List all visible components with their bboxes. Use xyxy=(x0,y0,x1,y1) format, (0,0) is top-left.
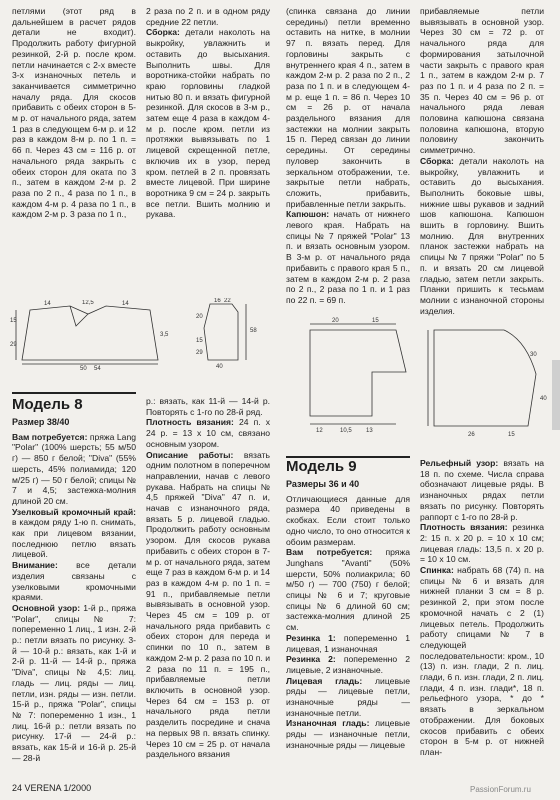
col3-kap-label: Капюшон: xyxy=(286,209,330,220)
d1-bottom-1: 54 xyxy=(94,366,101,370)
d4-side-0: 30 xyxy=(530,352,537,358)
model8-need-label: Вам потребуется: xyxy=(12,431,88,442)
model9-size: Размеры 36 и 40 xyxy=(286,479,360,489)
page-footer xyxy=(12,783,91,793)
model9-column-2 xyxy=(420,458,544,758)
model9-r1-label: Резинка 1: xyxy=(286,632,336,643)
pattern-diagram-body xyxy=(10,300,185,370)
model9-purl-label: Изнаночная гладь: xyxy=(286,718,370,729)
column-2-top xyxy=(146,6,270,220)
model8-edge: в каждом ряду 1-ю п. снимать, как при лицевом вязании, последнюю петлю вязать лицевой. xyxy=(12,517,136,560)
model9-face-label: Лицевая гладь: xyxy=(286,675,363,686)
model9-back-label: Спинка: xyxy=(420,565,454,576)
d3-bottom-0: 12 xyxy=(316,428,323,434)
model9-density-label: Плотность вязания: xyxy=(420,522,508,533)
model9-column xyxy=(286,458,410,751)
d1-top-2: 14 xyxy=(122,301,129,307)
model8-pattern-label: Основной узор: xyxy=(12,602,81,613)
model9-relief-label: Рельефный узор: xyxy=(420,458,499,468)
model8-density-label: Плотность вязания: xyxy=(146,417,234,428)
d2-side-3: 22 xyxy=(224,298,231,304)
model8-density: 24 п. x 24 р. = 13 x 10 см, связано основным узором. xyxy=(146,417,270,449)
d4-bottom-1: 15 xyxy=(508,432,515,438)
col3-kap-text: начать от нижнего левого края. Набрать на спицы № 7 пряжей "Polar" 13 п. и вязать основным узором. В 3-м р. от начального ряда прибавить с правого края 5 п., затем в каждом 2-м р. 2 раза по 2 п., 2 раза по 1 п. и 1 раз по 22 п. = 69 п. xyxy=(286,209,410,305)
col2-top-text: 2 раза по 2 п. и в одном ряду средние 22 петли. xyxy=(146,6,270,27)
d2-side-0: 58 xyxy=(250,328,257,334)
col4-top-text: прибавляемые петли вывязывать в основной узор. Через 30 см = 72 р. от начального ряда для формирования затылочной части закрыть с правого края 1 п., затем в каждом 2-м р. 7 раз по 1 п. и 4 раза по 2 п. = 35 п. Через 40 см = 96 р. от начального ряда левая половина капюшона связана половина капюшона, вторую половину закончить симметрично. xyxy=(420,6,544,156)
model9-need-label: Вам потребуется: xyxy=(286,547,373,558)
column-4-top xyxy=(420,6,544,316)
col4-sborka-label: Сборка: xyxy=(420,155,454,166)
d2-bottom-2: 29 xyxy=(196,350,203,356)
model8-edge-label: Узелковый кромочный край: xyxy=(12,506,136,517)
watermark: PassionForum.ru xyxy=(470,785,531,794)
d4-bottom-0: 26 xyxy=(468,432,475,438)
model9-density: резинка 2: 15 п. x 20 р. = 10 x 10 см; лицевая гладь: 13,5 п. x 20 р. = 10 x 10 см. xyxy=(420,522,544,565)
d2-side-1: 20 xyxy=(196,314,203,320)
model8-column-2 xyxy=(146,396,270,760)
page-number: 24 xyxy=(12,783,23,793)
model8-title: Модель 8 xyxy=(12,396,83,413)
model8-size: Размер 38/40 xyxy=(12,417,70,427)
d1-num: 3,5 xyxy=(160,332,169,338)
d1-left-1: 29 xyxy=(10,342,17,348)
model8-attn-label: Внимание: xyxy=(12,560,58,571)
pattern-diagram-hood xyxy=(292,316,420,436)
model9-face: лицевые ряды — лицевые петли, изнаночные ряды — изнаночные петли. xyxy=(286,675,410,718)
model9-relief: вязать на 18 п. по схеме. Числа справа обозначают лицевые ряды. В изнаночных рядах петли вязать по рисунку. Повторять раппорт с 1-го по 28-й р. xyxy=(420,458,545,522)
model8-col2a: р.: вязать, как 11-й — 14-й р. Повторять с 1-го по 28-й ряд. xyxy=(146,396,270,417)
d1-bottom-0: 50 xyxy=(80,366,87,370)
column-3-top xyxy=(286,6,410,306)
d1-left-0: 15 xyxy=(10,318,17,324)
model8-work-label: Описание работы: xyxy=(146,449,234,460)
model9-purl: лицевые ряды — изнаночные петли, изнаночные ряды — лицевые xyxy=(286,718,410,750)
model8-need: пряжа Lang "Polar" (100% шерсть; 55 м/50 г) — 850 г белой; "Diva" (55% шерсть, 45% полиамида; 120 м/25 г) — 50 г белой; спицы № 7 и 4,5; застежка-молния длиной 20 см. xyxy=(12,431,137,506)
model9-r1: попеременно 1 лицевая, 1 изнаночная xyxy=(286,632,411,654)
d1-top-1: 12,5 xyxy=(82,300,94,306)
model9-r2: попеременно 2 лицевые, 2 изнаночные. xyxy=(286,654,411,675)
model8-attn: все детали изделия связаны с узелковыми кромочными краями. xyxy=(12,560,136,603)
model9-intro: Отличающиеся данные для размера 40 приведены в скобках. Если стоит только одно число, то оно относится к обоим размерам. xyxy=(286,493,410,547)
pattern-diagram-sleeve-2 xyxy=(424,316,554,440)
col4-sborka-text: детали наколоть на выкройку, увлажнить и оставить до высыхания. Выполнить боковые швы, нижние швы рукавов и задний шов капюшона. Капюшон вшить в горловину. Вшить молнию. Для внутренних планок застежки набрать на спицы № 7 пряжи "Polar" по 5 п. и вязать 20 см лицевой гладью, затем петли закрыть. Планки пришить к тесьмам молнии с изнаночной стороны изделия. xyxy=(420,155,544,316)
model8-rule xyxy=(12,392,136,394)
d3-top-0: 20 xyxy=(332,318,339,324)
d3-top-1: 15 xyxy=(372,318,379,324)
model9-r2-label: Резинка 2: xyxy=(286,654,336,665)
col3-top-text: (спинка связана до линии середины) петли временно оставить на нитке, в молнии 97 п. вязать перед. Для горловины закрыть с внутреннего края 4 п., затем в каждом 2-м р. 2 раза по 2 п., 2 раза по 1 п. и в следующем 4-м р. еще 1 п. = 86 п. Через 10 см = 26 р. от начала раздельного вязания для застежки на молнии закрыть 15 п. Перед связан до линии середины. От середины пуловер закончить в зеркальном отображении, т.е. закрытые петли набрать, сложить, прибавить, прибавленные петли закрыть. xyxy=(286,6,410,209)
d3-bottom-2: 13 xyxy=(366,428,373,434)
d2-side-2: 16 xyxy=(214,298,221,304)
model8-column xyxy=(12,396,136,764)
column-1-top xyxy=(12,6,136,220)
pattern-diagram-sleeve xyxy=(196,298,276,370)
d1-top-0: 14 xyxy=(44,301,51,307)
col2-sborka-text: детали наколоть на выкройку, увлажнить и оставить до высыхания. Выполнить швы. Для воротника-стойки набрать по краю горловины гладкой нитью 80 п. и вязать фигурной резинкой. Для скосов в 3-м р., затем еще 4 раза в каждом 4-м р. после кром. петли из протяжки вывязывать по 1 лицевой скрещенной петле, включив их в узор, перед кром. петлей в 2 п. провязать вместе лицевой. При ширине воротника 9 см = 24 р. закрыть все петли. Вшить молнию и рукава. xyxy=(146,27,270,220)
model9-need: пряжа Junghans "Avanti" (50% шерсти, 50% полиакрила; 60 м/50 г) — 700 (750) г белой; спицы № 6 и 7; круговые спицы № 6 длиной 60 см; застежка-молния длиной 25 см. xyxy=(286,547,410,633)
model9-title: Модель 9 xyxy=(286,458,357,475)
model8-pattern: 1-й р., пряжа "Polar", спицы № 7: попеременно 1 лиц., 1 изн. 2-й р.: петли вязать по рисунку. 3-й — 10-й р.: вязать, как 1-й и 2-й р. 11-й — 14-й р., пряжа "Diva", спицы № 4,5: лиц. гладь — лиц. ряды — лиц. петли, изн. ряды — изн. петли. 15-й р., пряжа "Polar", спицы № 7: попеременно 1 изн., 1 лиц. 16-й р.: петли вязать по рисунку. 17-й — 24-й р.: вязать, как 15-й и 16-й р. 25-й — 28-й xyxy=(12,602,137,763)
magazine-name: VERENA 1/2000 xyxy=(24,783,92,793)
d3-bottom-1: 10,5 xyxy=(340,428,352,434)
col1-top-text: петлями (этот ряд в дальнейшем в расчет рядов детали не входит). Продолжить работу фигурной резинкой, 2-й р. после кром. петли начинается с 2-х вместе 3-х изнаночных петель и заканчивается симметрично началу ряда. Для скосов прибавить с обеих сторон в 5-м р. от начального ряда, затем 1 раз в следующем 6-м р. и 12 раз в каждом 8-м р. по 1 п. = 66 п. Через 43 см = 116 р. от начального ряда закрыть с обеих сторон для оката по 3 п., затем в каждом 2-м р. 2 раза по 2 п., 4 раза по 1 п., в каждом 4-м р. 4 раза по 1 п., в каждом 2-м р. 3 раза по 1 п., xyxy=(12,6,136,220)
page-edge-tab xyxy=(552,360,560,430)
model8-work: вязать одним полотном в поперечном направлении, начав с левого рукава. Набрать на спицы № 4,5 пряжей "Diva" 47 п. и, начав с изнаночного ряда, вязать 5 р. лицевой гладью. Продолжить работу основным узором. Для скосов рукава прибавить с обеих сторон в 7-м р. от начального ряда, затем еще 7 раз в каждом 6-м р. и 14 раз в каждом 4-м р. по 1 п. = 91 п., прибавляемые петли вывязывать в основной узор. Через 45 см = 109 р. от начального ряда прибавить с обеих сторон для переда и спинки по 10 п., затем в каждом 2-м р. 2 раза по 10 п. и 2 раза по 11 п. = 195 п., прибавляемые петли включить в основной узор. Через 64 см = 153 р. от начального ряда петли разделить посредине и снача на первых 98 п. вязать спинку. Через 10 см = 25 р. от начала раздельного вязания xyxy=(146,449,270,760)
d2-bottom-1: 15 xyxy=(196,338,203,344)
col2-sborka-label: Сборка: xyxy=(146,27,180,38)
d4-side-1: 40 xyxy=(540,396,547,402)
d2-bottom-0: 40 xyxy=(216,364,223,370)
model9-back: набрать 68 (74) п. на спицы № 6 и вязать для нижней планки 3 см = 8 р. резинкой 2, при этом после кромочной начать с 2 (1) лицевых петель. Продолжить работу спицами № 7 в следующей последовательности: кром., 10 (13) п. изн. глади, 2 п. лиц. глади, 6 п. изн. глади, 2 п. лиц. глади, 4 п. изн. глади*, 18 п. рельефного узора, * до * вязать в зеркальном отображении. Для боковых скосов прибавить с обеих сторон в 5-м р. от нижней план- xyxy=(420,565,544,757)
